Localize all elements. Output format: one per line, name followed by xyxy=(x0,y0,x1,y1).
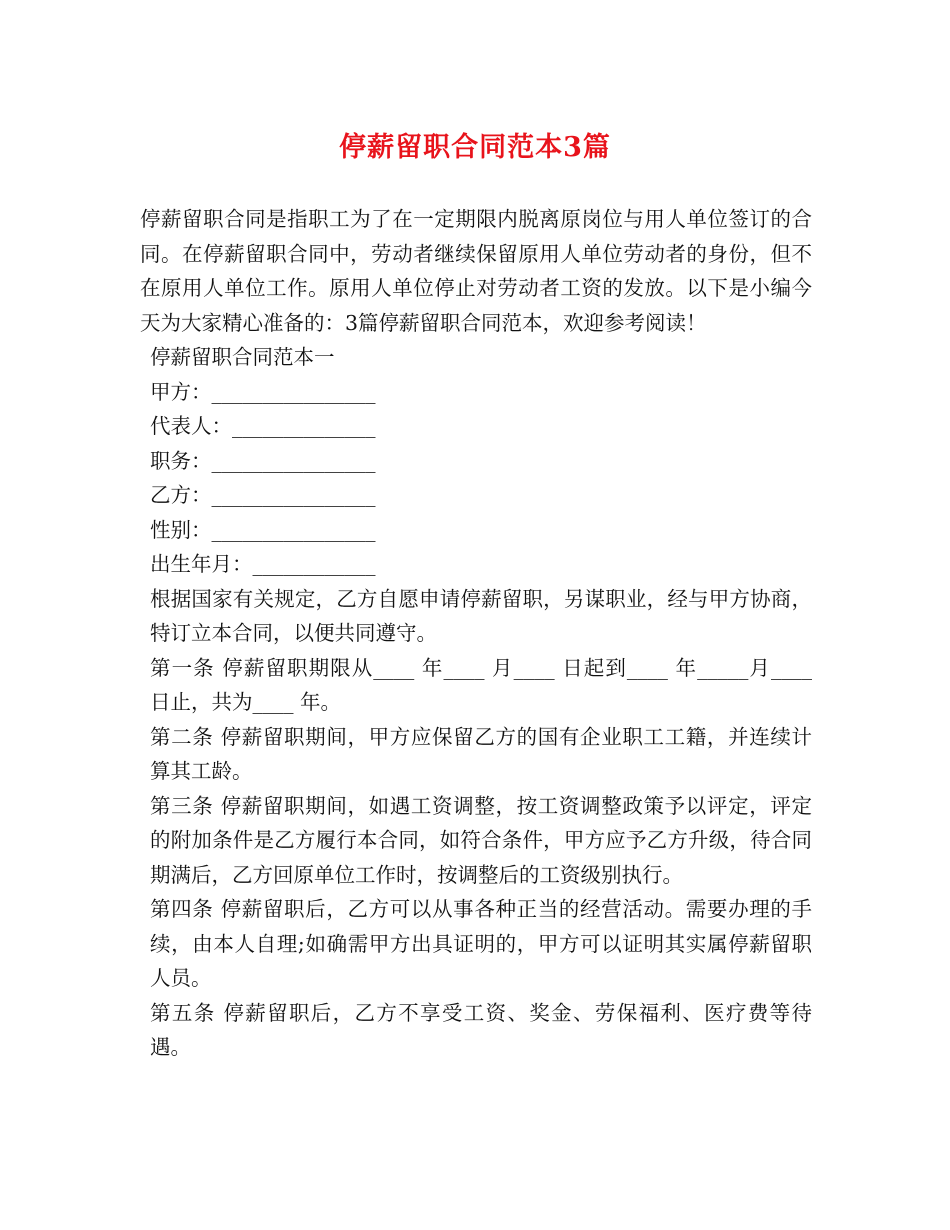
field-representative: 代表人：______________ xyxy=(150,414,376,438)
article-2: 第二条 停薪留职期间，甲方应保留乙方的国有企业职工工籍，并连续计算其工龄。 xyxy=(150,724,812,783)
article-4: 第四条 停薪留职后，乙方可以从事各种正当的经营活动。需要办理的手续，由本人自理;如确需甲方出具证明的，甲方可以证明其实属停薪留职人员。 xyxy=(150,897,812,990)
field-gender: 性别：________________ xyxy=(150,517,376,542)
field-birth-date: 出生年月：____________ xyxy=(150,552,376,576)
field-party-a: 甲方：________________ xyxy=(150,379,376,404)
document-title: 停薪留职合同范本3篇 xyxy=(339,132,611,163)
article-5: 第五条 停薪留职后，乙方不享受工资、奖金、劳保福利、医疗费等待遇。 xyxy=(150,1000,812,1059)
field-party-b: 乙方：________________ xyxy=(150,483,376,507)
article-3: 第三条 停薪留职期间，如遇工资调整，按工资调整政策予以评定，评定的附加条件是乙方履行本合同，如符合条件，甲方应予乙方升级，待合同期满后，乙方回原单位工作时，按调整后的工资级别执行。 xyxy=(150,793,812,887)
field-position: 职务：________________ xyxy=(150,448,376,473)
preamble-paragraph: 根据国家有关规定，乙方自愿申请停薪留职，另谋职业，经与甲方协商，特订立本合同，以便共同遵守。 xyxy=(150,586,812,645)
intro-paragraph: 停薪留职合同是指职工为了在一定期限内脱离原岗位与用人单位签订的合同。在停薪留职合同中，劳动者继续保留原用人单位劳动者的身份，但不在原用人单位工作。原用人单位停止对劳动者工资的发放。以下是小编今天为大家精心准备的：3篇停薪留职合同范本，欢迎参考阅读！ xyxy=(140,207,812,335)
section-heading: 停薪留职合同范本一 xyxy=(150,345,335,369)
document-body xyxy=(140,202,812,1065)
article-1: 第一条 停薪留职期限从____ 年____ 月____ 日起到____ 年_____月____ 日止，共为____ 年。 xyxy=(150,655,812,714)
